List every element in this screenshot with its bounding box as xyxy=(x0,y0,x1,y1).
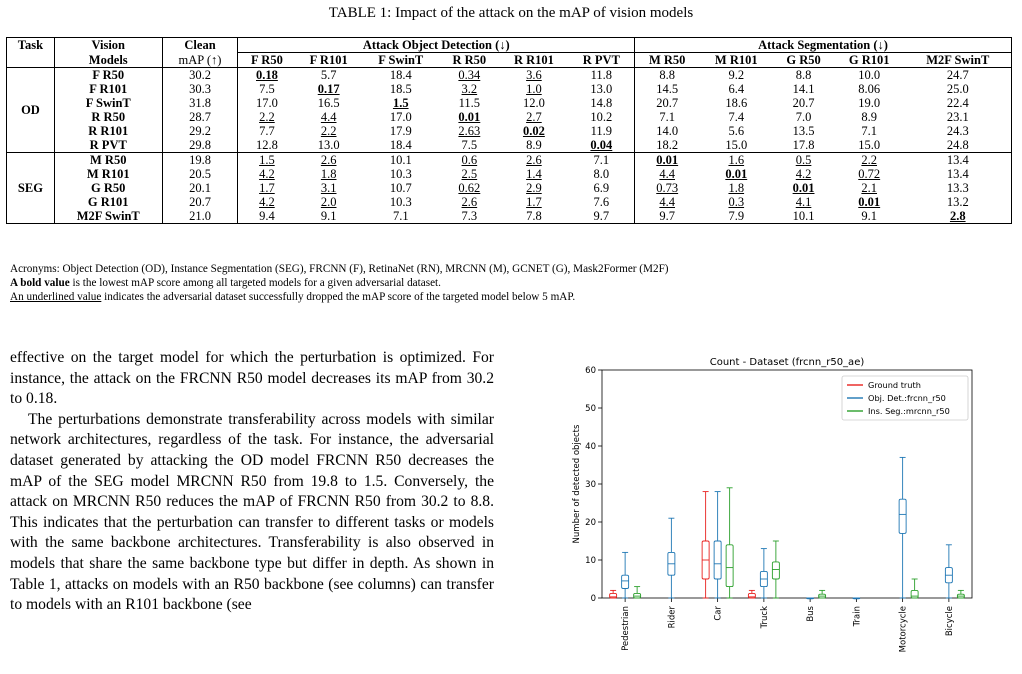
value-cell: 2.2 xyxy=(320,124,337,138)
x-tick-label: Motorcycle xyxy=(898,606,909,653)
value-cell: 18.6 xyxy=(725,96,748,110)
value-cell: 17.0 xyxy=(389,110,412,124)
acronyms-note: Acronyms: Object Detection (OD), Instance Segmentation (SEG), FRCNN (F), RetinaNet (RN), MRCNN (M), GCNET (G), Mask2Former (M2F) xyxy=(10,263,669,275)
value-cell: 1.7 xyxy=(526,195,542,209)
value-cell: 8.8 xyxy=(773,68,834,83)
value-cell: 7.7 xyxy=(259,124,275,138)
value-cell: 14.1 xyxy=(792,82,815,96)
value-cell: 1.4 xyxy=(526,167,542,181)
value-cell: 4.2 xyxy=(259,195,275,209)
value-cell: 24.3 xyxy=(905,124,1012,138)
model-cell: M2F SwinT xyxy=(54,209,162,224)
value-cell: 25.0 xyxy=(905,82,1012,96)
table-row xyxy=(7,110,1012,124)
value-cell: 13.2 xyxy=(905,195,1012,209)
value-cell: 2.7 xyxy=(526,110,542,124)
value-cell: 18.4 xyxy=(362,68,440,83)
value-cell: 3.6 xyxy=(499,68,569,83)
table-row xyxy=(7,124,1012,138)
value-cell: 5.7 xyxy=(295,68,362,83)
value-cell: 8.8 xyxy=(635,68,700,83)
value-cell: 13.4 xyxy=(905,167,1012,181)
header-attack-seg: Attack Segmentation (↓) xyxy=(635,38,1012,53)
value-cell: 10.1 xyxy=(362,153,440,168)
value-cell: 0.6 xyxy=(440,153,500,168)
value-cell: 4.4 xyxy=(659,195,675,209)
col-header: F R101 xyxy=(309,53,348,67)
table-row xyxy=(7,209,1012,224)
value-cell: 0.01 xyxy=(792,181,815,195)
table-row xyxy=(7,82,1012,96)
y-axis-label: Number of detected objects xyxy=(572,424,582,544)
value-cell: 4.2 xyxy=(795,167,812,181)
box-plot-chart xyxy=(566,354,986,670)
value-cell: 4.2 xyxy=(259,167,275,181)
value-cell: 18.4 xyxy=(389,138,412,152)
value-cell: 0.17 xyxy=(317,82,340,96)
value-cell: 7.9 xyxy=(699,209,773,224)
model-cell: G R50 xyxy=(54,181,162,195)
value-cell: 2.9 xyxy=(526,181,542,195)
value-cell: 11.5 xyxy=(458,96,481,110)
x-tick-label: Truck xyxy=(759,606,770,629)
value-cell: 0.01 xyxy=(458,110,481,124)
clean-map-cell: 21.0 xyxy=(162,209,238,224)
value-cell: 2.5 xyxy=(461,167,478,181)
box xyxy=(772,562,779,579)
col-header: M2F SwinT xyxy=(905,53,1012,68)
value-cell: 17.0 xyxy=(255,96,278,110)
value-cell: 6.4 xyxy=(728,82,745,96)
value-cell: 7.5 xyxy=(461,138,478,152)
results-table xyxy=(6,37,1012,224)
legend-label: Ground truth xyxy=(868,380,921,390)
clean-map-cell: 20.1 xyxy=(162,181,238,195)
value-cell: 7.0 xyxy=(795,110,812,124)
col-header: F SwinT xyxy=(378,53,424,67)
value-cell: 17.9 xyxy=(389,124,412,138)
value-cell: 1.5 xyxy=(392,96,409,110)
box xyxy=(714,541,721,579)
value-cell: 4.4 xyxy=(320,110,337,124)
y-tick-label: 20 xyxy=(585,518,596,528)
value-cell: 10.3 xyxy=(389,195,412,209)
value-cell: 14.5 xyxy=(656,82,679,96)
value-cell: 7.5 xyxy=(259,82,275,96)
value-cell: 24.8 xyxy=(905,138,1012,153)
paragraph-2: The perturbations demonstrate transferability across models with similar network architectures, regardless of the task. For instance, the adversarial dataset generated by attacking the OD model FRCNN R50 decreases the mAP of the SEG model MRCNN R50 from 19.8 to 1.5. Conversely, the attack on MRCNN R50 reduces the mAP of FRCNN R50 from 30.2 to 8.8. This indicates that the perturbation can transfer to different tasks or models with the same backbone architectures. Transferability is also observed in models that share the same backbone type but differ in depth. As shown in Table 1, attacks on models with an R50 backbone (see columns) can transfer to models with an R101 backbone (see xyxy=(10,410,494,614)
value-cell: 2.2 xyxy=(259,110,275,124)
x-tick-label: Pedestrian xyxy=(621,606,632,651)
col-header: G R50 xyxy=(786,53,821,67)
value-cell: 14.8 xyxy=(569,96,635,110)
value-cell: 15.0 xyxy=(725,138,748,152)
col-header: G R101 xyxy=(848,53,890,67)
y-tick-label: 30 xyxy=(585,480,596,490)
value-cell: 1.7 xyxy=(259,181,275,195)
value-cell: 8.9 xyxy=(861,110,878,124)
legend-label: Obj. Det.:frcnn_r50 xyxy=(868,393,946,403)
model-cell: R R101 xyxy=(54,124,162,138)
header-vision: Vision xyxy=(54,38,162,53)
value-cell: 15.0 xyxy=(858,138,881,152)
model-cell: M R50 xyxy=(54,153,162,168)
x-tick-label: Rider xyxy=(667,606,678,629)
y-tick-label: 50 xyxy=(585,404,596,414)
value-cell: 2.6 xyxy=(295,153,362,168)
value-cell: 0.01 xyxy=(725,167,748,181)
clean-map-cell: 30.3 xyxy=(162,82,238,96)
value-cell: 7.1 xyxy=(362,209,440,224)
value-cell: 9.2 xyxy=(699,68,773,83)
value-cell: 13.5 xyxy=(792,124,815,138)
value-cell: 20.7 xyxy=(656,96,679,110)
value-cell: 2.6 xyxy=(499,153,569,168)
col-header: M R101 xyxy=(714,53,758,67)
task-cell: OD xyxy=(7,68,55,153)
value-cell: 10.2 xyxy=(569,110,635,124)
col-header: R PVT xyxy=(569,53,635,68)
value-cell: 0.72 xyxy=(858,167,881,181)
bold-note: A bold value is the lowest mAP score among all targeted models for a given adversarial dataset. xyxy=(10,277,441,289)
box xyxy=(610,593,617,598)
value-cell: 8.06 xyxy=(858,82,881,96)
value-cell: 2.0 xyxy=(320,195,337,209)
value-cell: 7.1 xyxy=(569,153,635,168)
table-notes xyxy=(10,262,669,304)
value-cell: 10.1 xyxy=(773,209,834,224)
value-cell: 19.0 xyxy=(858,96,881,110)
value-cell: 1.5 xyxy=(238,153,295,168)
clean-map-cell: 20.7 xyxy=(162,195,238,209)
value-cell: 1.8 xyxy=(320,167,337,181)
value-cell: 14.0 xyxy=(656,124,679,138)
value-cell: 0.01 xyxy=(858,195,881,209)
value-cell: 13.4 xyxy=(905,153,1012,168)
underline-note: An underlined value indicates the adversarial dataset successfully dropped the mAP score of the targeted model below 5 mAP. xyxy=(10,291,576,303)
value-cell: 4.4 xyxy=(659,167,675,181)
header-clean: Clean xyxy=(162,38,238,53)
col-header: R R101 xyxy=(513,53,554,67)
clean-map-cell: 29.8 xyxy=(162,138,238,153)
value-cell: 0.04 xyxy=(569,138,635,153)
x-tick-label: Train xyxy=(852,606,863,627)
value-cell: 12.0 xyxy=(522,96,545,110)
clean-map-cell: 29.2 xyxy=(162,124,238,138)
model-cell: G R101 xyxy=(54,195,162,209)
value-cell: 10.7 xyxy=(389,181,412,195)
value-cell: 7.8 xyxy=(499,209,569,224)
value-cell: 2.63 xyxy=(458,124,481,138)
chart-title: Count - Dataset (frcnn_r50_ae) xyxy=(709,357,865,368)
value-cell: 3.1 xyxy=(320,181,337,195)
value-cell: 7.4 xyxy=(728,110,745,124)
value-cell: 23.1 xyxy=(905,110,1012,124)
value-cell: 7.3 xyxy=(440,209,500,224)
x-tick-label: Bicycle xyxy=(944,606,955,637)
value-cell: 9.7 xyxy=(635,209,700,224)
value-cell: 0.02 xyxy=(522,124,545,138)
value-cell: 13.0 xyxy=(569,82,635,96)
box xyxy=(899,499,906,533)
model-cell: F SwinT xyxy=(54,96,162,110)
clean-map-cell: 28.7 xyxy=(162,110,238,124)
value-cell: 6.9 xyxy=(569,181,635,195)
value-cell: 9.1 xyxy=(295,209,362,224)
value-cell: 9.4 xyxy=(238,209,295,224)
legend-label: Ins. Seg.:mrcnn_r50 xyxy=(868,406,950,416)
value-cell: 12.8 xyxy=(255,138,278,152)
table-row xyxy=(7,153,1012,168)
value-cell: 1.8 xyxy=(728,181,745,195)
table-row xyxy=(7,195,1012,209)
value-cell: 8.0 xyxy=(569,167,635,181)
y-tick-label: 40 xyxy=(585,442,596,452)
box xyxy=(726,545,733,587)
body-text xyxy=(10,348,494,616)
model-cell: R PVT xyxy=(54,138,162,153)
table-row xyxy=(7,96,1012,110)
clean-map-cell: 30.2 xyxy=(162,68,238,83)
value-cell: 0.3 xyxy=(728,195,745,209)
table-row xyxy=(7,181,1012,195)
task-cell: SEG xyxy=(7,153,55,224)
table-caption: TABLE 1: Impact of the attack on the mAP of vision models xyxy=(328,5,694,21)
value-cell: 20.7 xyxy=(792,96,815,110)
value-cell: 9.1 xyxy=(834,209,905,224)
y-tick-label: 60 xyxy=(585,366,596,376)
header-task: Task xyxy=(7,38,55,53)
header-models: Models xyxy=(54,53,162,68)
clean-map-cell: 31.8 xyxy=(162,96,238,110)
value-cell: 0.34 xyxy=(440,68,500,83)
value-cell: 0.62 xyxy=(458,181,481,195)
value-cell: 16.5 xyxy=(317,96,340,110)
x-tick-label: Bus xyxy=(806,606,817,622)
value-cell: 24.7 xyxy=(905,68,1012,83)
y-tick-label: 0 xyxy=(590,594,596,604)
table-row xyxy=(7,167,1012,181)
header-map: mAP (↑) xyxy=(162,53,238,68)
table-row xyxy=(7,68,1012,83)
value-cell: 22.4 xyxy=(905,96,1012,110)
model-cell: R R50 xyxy=(54,110,162,124)
value-cell: 5.6 xyxy=(728,124,745,138)
table-row xyxy=(7,138,1012,153)
paragraph-1: effective on the target model for which the perturbation is optimized. For instance, the attack on the FRCNN R50 model decreases its mAP from 30.2 to 0.18. xyxy=(10,349,494,408)
value-cell: 7.6 xyxy=(569,195,635,209)
header-task-blank xyxy=(7,53,55,68)
value-cell: 7.1 xyxy=(659,110,675,124)
value-cell: 2.1 xyxy=(861,181,878,195)
x-tick-label: Car xyxy=(713,606,724,621)
value-cell: 11.8 xyxy=(569,68,635,83)
value-cell: 2.6 xyxy=(461,195,478,209)
value-cell: 8.9 xyxy=(526,138,542,152)
value-cell: 7.1 xyxy=(861,124,878,138)
value-cell: 18.5 xyxy=(389,82,412,96)
value-cell: 10.3 xyxy=(389,167,412,181)
y-tick-label: 10 xyxy=(585,556,596,566)
value-cell: 2.2 xyxy=(834,153,905,168)
box xyxy=(622,575,629,588)
value-cell: 2.8 xyxy=(905,209,1012,224)
value-cell: 0.18 xyxy=(238,68,295,83)
clean-map-cell: 20.5 xyxy=(162,167,238,181)
model-cell: F R50 xyxy=(54,68,162,83)
value-cell: 18.2 xyxy=(656,138,679,152)
value-cell: 11.9 xyxy=(569,124,635,138)
value-cell: 3.2 xyxy=(461,82,478,96)
value-cell: 1.6 xyxy=(699,153,773,168)
col-header: R R50 xyxy=(452,53,487,67)
value-cell: 13.0 xyxy=(317,138,340,152)
value-cell: 17.8 xyxy=(792,138,815,152)
value-cell: 13.3 xyxy=(905,181,1012,195)
box xyxy=(911,590,918,598)
model-cell: M R101 xyxy=(54,167,162,181)
col-header: F R50 xyxy=(251,53,283,67)
model-cell: F R101 xyxy=(54,82,162,96)
value-cell: 0.73 xyxy=(656,181,679,195)
value-cell: 4.1 xyxy=(795,195,812,209)
value-cell: 10.0 xyxy=(834,68,905,83)
header-attack-od: Attack Object Detection (↓) xyxy=(238,38,635,53)
value-cell: 1.0 xyxy=(526,82,542,96)
box xyxy=(748,593,755,598)
value-cell: 9.7 xyxy=(569,209,635,224)
col-header: M R50 xyxy=(648,53,686,67)
value-cell: 0.5 xyxy=(773,153,834,168)
value-cell: 0.01 xyxy=(635,153,700,168)
clean-map-cell: 19.8 xyxy=(162,153,238,168)
